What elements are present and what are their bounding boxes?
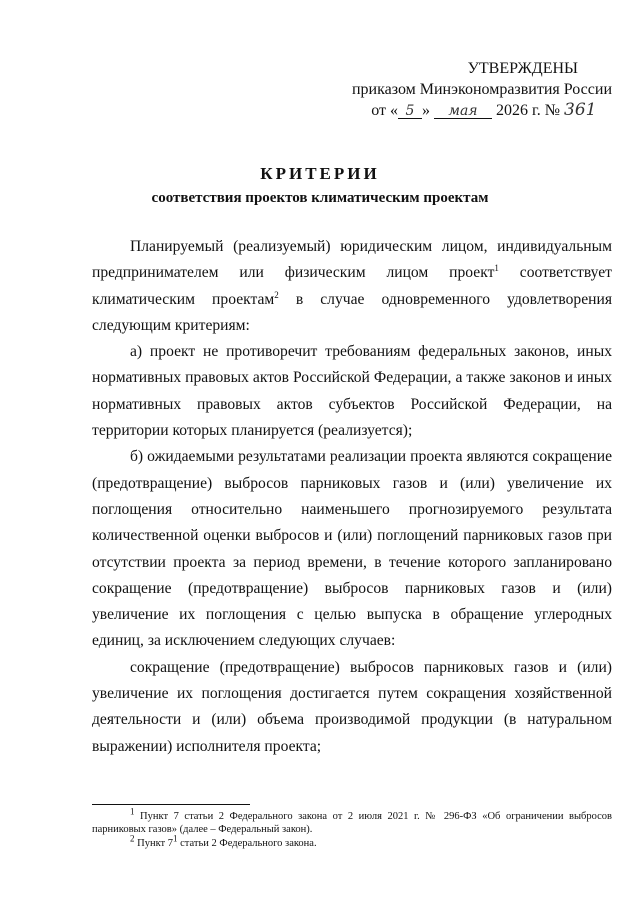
footnote-2 (92, 833, 612, 850)
intro-paragraph (92, 234, 612, 339)
footnote-ref-2: 2 (274, 289, 279, 300)
approval-heading: УТВЕРЖДЕНЫ (467, 60, 578, 77)
footnote-1-mark: 1 (130, 806, 135, 817)
criterion-b: б) ожидаемыми результатами реализации проекта являются сокращение (предотвращение) выбросов парниковых газов и (или) увеличение их поглощения относительно наименьшего прогнозируемого результата количественной оценки выбросов и (или) поглощений парниковых газов при отсутствии проекта за период времени, в течение которого запланировано сокращение (предотвращение) выбросов парниковых газов и (или) увеличение их поглощения с целью выпуска в обращение углеродных единиц, за исключением следующих случаев: (92, 448, 612, 650)
footnote-2-text-b: статьи 2 Федерального закона. (177, 838, 317, 849)
intro-text-3: в случае одновременного удовлетворения следующим критериям: (92, 290, 612, 334)
date-day-handwritten: 5 (398, 101, 422, 119)
footnote-1 (92, 806, 612, 836)
footnote-1-text: Пункт 7 статьи 2 Федерального закона от 2 июля 2021 г. № 296-ФЗ «Об ограничении выбросов парниковых газов» (далее – Федеральный закон). (92, 811, 612, 835)
document-title: КРИТЕРИИ (260, 164, 380, 183)
footnote-divider (92, 804, 250, 805)
order-number-handwritten: 361 (564, 100, 597, 120)
footnote-2-text-a: Пункт 7 (134, 838, 174, 849)
exception-1: сокращение (предотвращение) выбросов парниковых газов и (или) увеличение их поглощения достигается путем сокращения хозяйственной деятельности и (или) объема производимой продукции (в натуральном выражении) исполнителя проекта; (92, 658, 612, 755)
document-body (92, 234, 612, 760)
approval-block (352, 58, 612, 121)
document-subtitle: соответствия проектов климатическим проектам (151, 190, 489, 206)
intro-text-2: соответствует климатическим проектам (92, 264, 612, 308)
date-month-handwritten: мая (434, 101, 492, 119)
date-day-close: » (421, 102, 430, 119)
footnote-2-mark: 2 (130, 833, 135, 844)
date-prefix: от « (371, 102, 398, 119)
footnote-ref-1: 1 (494, 263, 499, 274)
intro-text-1: Планируемый (реализуемый) юридическим лицом, индивидуальным предпринимателем или физическим лицом проект (92, 238, 612, 282)
footnote-2-sup: 1 (173, 833, 178, 844)
approval-order-line: приказом Минэкономразвития России (351, 81, 612, 98)
footnotes (92, 806, 612, 851)
date-year-number-label: 2026 г. № (495, 102, 560, 119)
criterion-a: а) проект не противоречит требованиям федеральных законов, иных нормативных правовых актов Российской Федерации, а также законов и иных нормативных правовых актов субъектов Российской Федерации, на территории которых планируется (реализуется); (92, 343, 612, 440)
approval-date-line (352, 100, 612, 121)
